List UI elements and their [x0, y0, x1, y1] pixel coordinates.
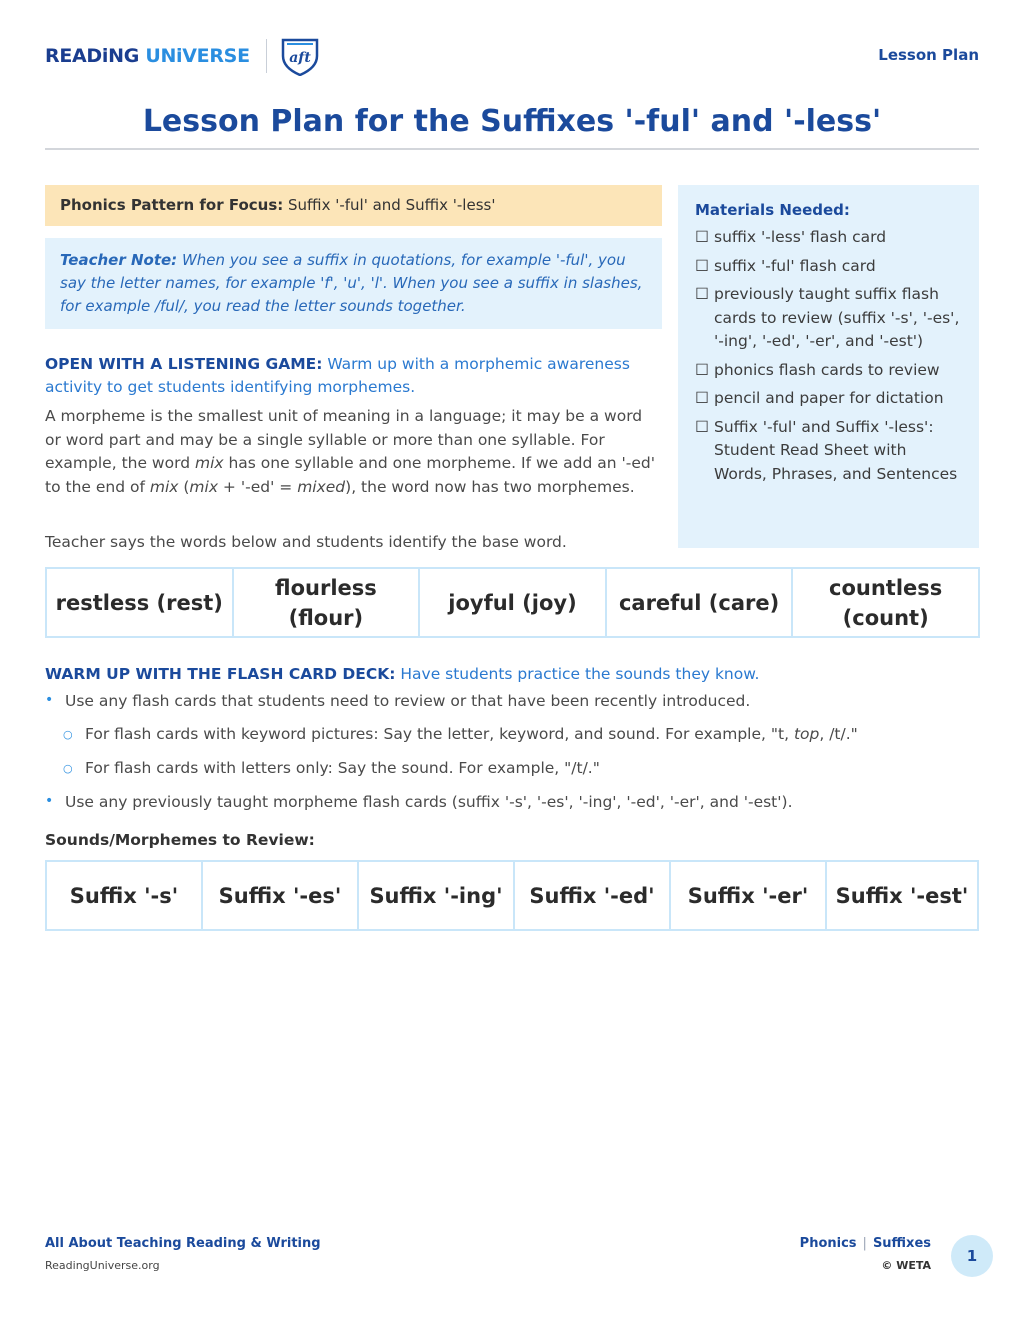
header-doc-type: Lesson Plan [878, 46, 979, 64]
focus-label: Phonics Pattern for Focus: [60, 196, 284, 214]
review-cell: Suffix '-es' [203, 862, 359, 929]
logo-divider [266, 39, 267, 73]
bullet-circle-icon: ○ [63, 728, 73, 741]
footer-left [45, 1236, 321, 1272]
word-cell: restless (rest) [47, 569, 234, 636]
checkbox-icon: ☐ [695, 256, 709, 275]
breadcrumb-separator: | [862, 1236, 867, 1251]
word-cell: flourless (flour) [234, 569, 421, 636]
review-table [45, 860, 979, 931]
bullet-circle-icon: ○ [63, 762, 73, 775]
breadcrumb-suffixes[interactable]: Suffixes [872, 1236, 931, 1251]
word-cell: careful (care) [607, 569, 794, 636]
footer-breadcrumb [800, 1236, 931, 1251]
logo-wordmark: READiNG UNiVERSE [45, 45, 250, 67]
checkbox-icon: ☐ [695, 228, 709, 246]
page-title: Lesson Plan for the Suffixes '-ful' and '-less' [142, 104, 882, 139]
checkbox-icon: ☐ [695, 417, 709, 436]
material-item: ☐ previously taught suffix flash cards to review (suffix '-s', '-es', '-ing', '-ed', '-er', and '-est') [695, 283, 962, 354]
materials-panel [678, 185, 979, 548]
word-cell: countless (count) [829, 575, 943, 630]
footer-copyright: © WETA [881, 1259, 931, 1272]
warmup-heading [45, 663, 979, 686]
checkbox-icon: ☐ [695, 360, 709, 379]
word-cell: joyful (joy) [420, 569, 607, 636]
review-label: Sounds/Morphemes to Review: [45, 831, 315, 849]
materials-heading: Materials Needed: [695, 201, 850, 219]
warmup-cap: WARM UP WITH THE FLASH CARD DECK: [45, 665, 396, 683]
review-cell: Suffix '-er' [671, 862, 827, 929]
footer-series-title: All About Teaching Reading & Writing [45, 1236, 321, 1251]
review-cell: Suffix '-ed' [515, 862, 671, 929]
footer-url-link[interactable]: ReadingUniverse.org [45, 1259, 160, 1272]
material-item: ☐ suffix '-less' flash card [695, 226, 962, 250]
material-item: ☐ Suffix '-ful' and Suffix '-less': Student Read Sheet with Words, Phrases, and Sentences [695, 416, 962, 487]
listening-game-cap: OPEN WITH A LISTENING GAME: [45, 355, 323, 373]
checkbox-icon: ☐ [695, 285, 709, 303]
footer-right [800, 1236, 931, 1272]
reading-universe-logo[interactable] [45, 36, 321, 76]
listening-game-heading [45, 353, 662, 399]
aft-shield-icon [279, 36, 321, 76]
teacher-note-label: Teacher Note: [60, 251, 178, 269]
review-cell: Suffix '-ing' [359, 862, 515, 929]
title-divider [45, 148, 979, 150]
svg-text:aft: aft [288, 50, 311, 66]
listening-instruction: Teacher says the words below and students identify the base word. [45, 533, 567, 551]
base-word-table [45, 567, 980, 638]
teacher-note-text: When you see a suffix in quotations, for example '-ful', you say the letter names, for example 'f', 'u', 'l'. When you see a suffix in slashes, for example /ful/, you read the letter sounds together. [60, 251, 643, 315]
review-cell: Suffix '-s' [47, 862, 203, 929]
page-header [45, 36, 979, 76]
material-item: ☐ pencil and paper for dictation [695, 387, 962, 411]
listening-game-text: Warm up with a morphemic awareness activity to get students identifying morphemes. [45, 355, 630, 396]
focus-text: Suffix '-ful' and Suffix '-less' [283, 196, 496, 214]
page-number-badge: 1 [951, 1235, 993, 1277]
teacher-note-box [45, 238, 662, 329]
material-item: ☐ suffix '-ful' flash card [695, 255, 962, 279]
review-cell: Suffix '-est' [835, 883, 969, 908]
bullet-dot-icon: • [45, 692, 54, 708]
breadcrumb-phonics[interactable]: Phonics [799, 1236, 857, 1251]
morpheme-explanation: A morpheme is the smallest unit of meaning in a language; it may be a word or word part and may be a single syllable or more than one syllable. For example, the word mix has one syllable and one morpheme. If we add an '-ed' to the end of mix (mix + '-ed' = mixed), the word now has two morphemes. [45, 407, 655, 496]
checkbox-icon: ☐ [695, 389, 709, 407]
bullet-dot-icon: • [45, 793, 54, 809]
material-item: ☐ phonics flash cards to review [695, 359, 962, 383]
focus-pattern-box [45, 185, 662, 226]
warmup-text: Have students practice the sounds they know. [395, 665, 760, 683]
